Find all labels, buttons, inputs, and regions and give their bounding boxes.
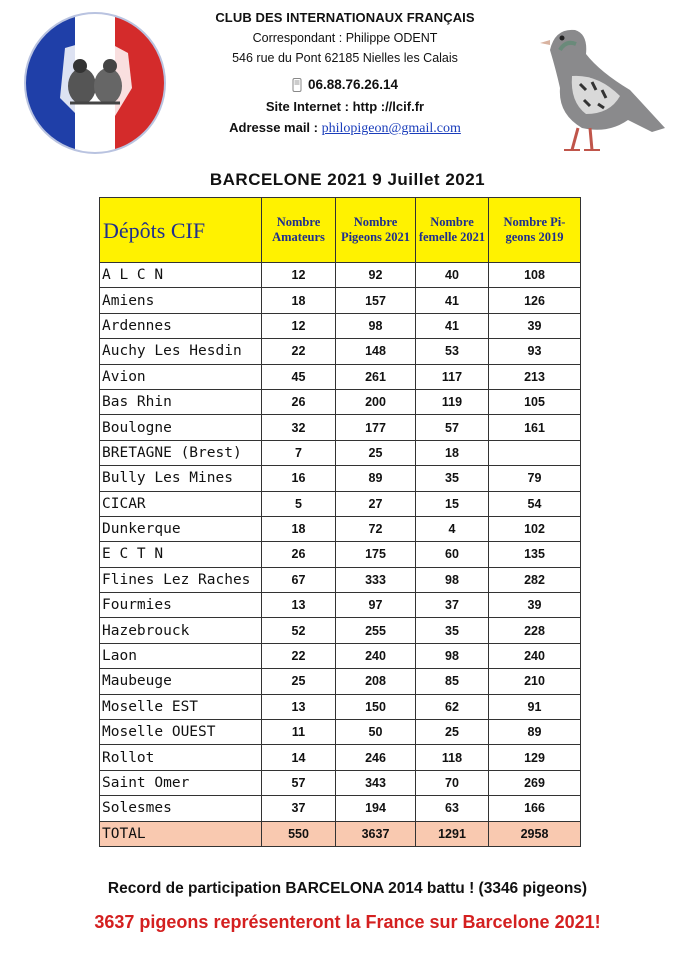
cell-name: Bas Rhin	[100, 389, 262, 414]
cell-pigeons-2021: 246	[336, 745, 416, 770]
results-table	[99, 197, 581, 847]
cell-amateurs: 18	[262, 288, 336, 313]
cell-amateurs: 37	[262, 796, 336, 821]
cell-femelle-2021: 41	[416, 288, 489, 313]
club-header	[180, 10, 510, 137]
cell-pigeons-2019: 91	[489, 694, 581, 719]
cell-name: Auchy Les Hesdin	[100, 339, 262, 364]
table-row	[100, 466, 581, 491]
table-row	[100, 643, 581, 668]
table-row	[100, 516, 581, 541]
total-pigeons-2021: 3637	[336, 821, 416, 846]
cell-amateurs: 45	[262, 364, 336, 389]
table-row	[100, 770, 581, 795]
col-header-amateurs: Nombre Amateurs	[262, 198, 336, 263]
table-row	[100, 313, 581, 338]
cell-name: Boulogne	[100, 415, 262, 440]
cell-pigeons-2019: 102	[489, 516, 581, 541]
cell-femelle-2021: 98	[416, 643, 489, 668]
cell-amateurs: 57	[262, 770, 336, 795]
col-header-pigeons-2019: Nombre Pi- geons 2019	[489, 198, 581, 263]
cell-femelle-2021: 35	[416, 466, 489, 491]
cell-pigeons-2019: 126	[489, 288, 581, 313]
cell-pigeons-2019: 269	[489, 770, 581, 795]
club-name: CLUB DES INTERNATIONAUX FRANÇAIS	[215, 10, 475, 25]
table-row	[100, 694, 581, 719]
cell-pigeons-2019: 240	[489, 643, 581, 668]
cell-pigeons-2019: 89	[489, 720, 581, 745]
cell-pigeons-2021: 92	[336, 263, 416, 288]
cell-amateurs: 5	[262, 491, 336, 516]
cell-pigeons-2019: 105	[489, 389, 581, 414]
cell-name: A L C N	[100, 263, 262, 288]
cell-pigeons-2021: 343	[336, 770, 416, 795]
cell-femelle-2021: 70	[416, 770, 489, 795]
headline-note: 3637 pigeons représenteront la France sur Barcelone 2021!	[94, 912, 601, 932]
table-row	[100, 720, 581, 745]
cell-femelle-2021: 40	[416, 263, 489, 288]
table-row	[100, 364, 581, 389]
table-row	[100, 440, 581, 465]
cell-name: Laon	[100, 643, 262, 668]
cell-pigeons-2019: 39	[489, 593, 581, 618]
cell-femelle-2021: 25	[416, 720, 489, 745]
cell-pigeons-2019	[489, 440, 581, 465]
cell-name: Rollot	[100, 745, 262, 770]
total-name: TOTAL	[100, 821, 262, 846]
cell-pigeons-2021: 89	[336, 466, 416, 491]
cell-femelle-2021: 35	[416, 618, 489, 643]
cell-amateurs: 22	[262, 339, 336, 364]
cell-pigeons-2019: 161	[489, 415, 581, 440]
cell-name: Amiens	[100, 288, 262, 313]
table-row	[100, 618, 581, 643]
cell-amateurs: 67	[262, 567, 336, 592]
cell-name: Avion	[100, 364, 262, 389]
pigeon-picture	[520, 10, 670, 160]
cell-name: Flines Lez Raches	[100, 567, 262, 592]
record-note: Record de participation BARCELONA 2014 battu ! (3346 pigeons)	[107, 880, 588, 897]
race-title: BARCELONE 2021 9 Juillet 2021	[209, 170, 486, 189]
col-header-femelle-2021: Nombre femelle 2021	[416, 198, 489, 263]
cell-pigeons-2021: 175	[336, 542, 416, 567]
cell-name: Fourmies	[100, 593, 262, 618]
table-row	[100, 288, 581, 313]
cell-femelle-2021: 37	[416, 593, 489, 618]
cell-name: Solesmes	[100, 796, 262, 821]
cell-name: Dunkerque	[100, 516, 262, 541]
cell-pigeons-2021: 157	[336, 288, 416, 313]
cell-pigeons-2021: 208	[336, 669, 416, 694]
table-row	[100, 567, 581, 592]
table-row	[100, 593, 581, 618]
email-label: Adresse mail :	[229, 120, 318, 135]
cell-amateurs: 25	[262, 669, 336, 694]
cell-femelle-2021: 62	[416, 694, 489, 719]
cell-femelle-2021: 41	[416, 313, 489, 338]
cell-femelle-2021: 53	[416, 339, 489, 364]
total-femelle-2021: 1291	[416, 821, 489, 846]
cell-pigeons-2021: 72	[336, 516, 416, 541]
cell-pigeons-2019: 108	[489, 263, 581, 288]
total-pigeons-2019: 2958	[489, 821, 581, 846]
cell-amateurs: 16	[262, 466, 336, 491]
cell-amateurs: 26	[262, 389, 336, 414]
cell-pigeons-2021: 148	[336, 339, 416, 364]
col-header-pigeons-2021: Nombre Pigeons 2021	[336, 198, 416, 263]
correspondent: Correspondant : Philippe ODENT	[252, 31, 438, 45]
cell-name: Moselle EST	[100, 694, 262, 719]
cell-pigeons-2021: 50	[336, 720, 416, 745]
cell-pigeons-2021: 261	[336, 364, 416, 389]
cell-amateurs: 11	[262, 720, 336, 745]
cell-amateurs: 26	[262, 542, 336, 567]
cell-femelle-2021: 98	[416, 567, 489, 592]
cell-pigeons-2021: 333	[336, 567, 416, 592]
table-row	[100, 796, 581, 821]
cell-pigeons-2021: 194	[336, 796, 416, 821]
cell-name: Saint Omer	[100, 770, 262, 795]
cell-amateurs: 7	[262, 440, 336, 465]
cell-name: Bully Les Mines	[100, 466, 262, 491]
phone-icon	[292, 78, 302, 92]
club-logo	[20, 8, 170, 158]
cell-femelle-2021: 85	[416, 669, 489, 694]
table-row	[100, 745, 581, 770]
club-address: 546 rue du Pont 62185 Nielles les Calais	[232, 51, 458, 65]
cell-femelle-2021: 63	[416, 796, 489, 821]
table-row	[100, 491, 581, 516]
phone-line	[180, 77, 510, 92]
cell-pigeons-2021: 240	[336, 643, 416, 668]
cell-femelle-2021: 60	[416, 542, 489, 567]
cell-pigeons-2021: 177	[336, 415, 416, 440]
cell-name: Maubeuge	[100, 669, 262, 694]
cell-name: CICAR	[100, 491, 262, 516]
table-row	[100, 389, 581, 414]
total-amateurs: 550	[262, 821, 336, 846]
cell-femelle-2021: 18	[416, 440, 489, 465]
cell-amateurs: 12	[262, 263, 336, 288]
cell-femelle-2021: 4	[416, 516, 489, 541]
cell-femelle-2021: 117	[416, 364, 489, 389]
cell-pigeons-2019: 282	[489, 567, 581, 592]
cell-pigeons-2019: 79	[489, 466, 581, 491]
cell-pigeons-2021: 98	[336, 313, 416, 338]
cell-femelle-2021: 118	[416, 745, 489, 770]
website-url[interactable]: http ://lcif.fr	[352, 99, 425, 114]
cell-amateurs: 32	[262, 415, 336, 440]
email-link[interactable]: philopigeon@gmail.com	[321, 121, 461, 136]
website-line	[180, 99, 510, 114]
cell-pigeons-2019: 129	[489, 745, 581, 770]
phone-number: 06.88.76.26.14	[307, 77, 399, 92]
cell-pigeons-2021: 25	[336, 440, 416, 465]
cell-femelle-2021: 15	[416, 491, 489, 516]
cell-pigeons-2021: 150	[336, 694, 416, 719]
cell-amateurs: 12	[262, 313, 336, 338]
cell-pigeons-2021: 200	[336, 389, 416, 414]
website-label: Site Internet :	[265, 99, 349, 114]
cell-pigeons-2021: 27	[336, 491, 416, 516]
cell-name: BRETAGNE (Brest)	[100, 440, 262, 465]
cell-amateurs: 18	[262, 516, 336, 541]
cell-pigeons-2021: 255	[336, 618, 416, 643]
cell-femelle-2021: 119	[416, 389, 489, 414]
cell-name: Ardennes	[100, 313, 262, 338]
table-row	[100, 415, 581, 440]
table-row	[100, 339, 581, 364]
cell-amateurs: 13	[262, 694, 336, 719]
cell-amateurs: 13	[262, 593, 336, 618]
cell-name: Moselle OUEST	[100, 720, 262, 745]
cell-pigeons-2019: 135	[489, 542, 581, 567]
total-row	[100, 821, 581, 846]
cell-pigeons-2019: 213	[489, 364, 581, 389]
table-row	[100, 263, 581, 288]
cell-pigeons-2019: 54	[489, 491, 581, 516]
col-header-depot: Dépôts CIF	[100, 198, 262, 263]
cell-pigeons-2019: 210	[489, 669, 581, 694]
cell-pigeons-2019: 93	[489, 339, 581, 364]
cell-name: Hazebrouck	[100, 618, 262, 643]
cell-pigeons-2021: 97	[336, 593, 416, 618]
table-row	[100, 669, 581, 694]
cell-pigeons-2019: 228	[489, 618, 581, 643]
cell-pigeons-2019: 39	[489, 313, 581, 338]
cell-amateurs: 14	[262, 745, 336, 770]
cell-amateurs: 52	[262, 618, 336, 643]
cell-name: E C T N	[100, 542, 262, 567]
cell-pigeons-2019: 166	[489, 796, 581, 821]
table-row	[100, 542, 581, 567]
cell-amateurs: 22	[262, 643, 336, 668]
email-line	[180, 120, 510, 137]
table-header-row	[100, 198, 581, 263]
cell-femelle-2021: 57	[416, 415, 489, 440]
